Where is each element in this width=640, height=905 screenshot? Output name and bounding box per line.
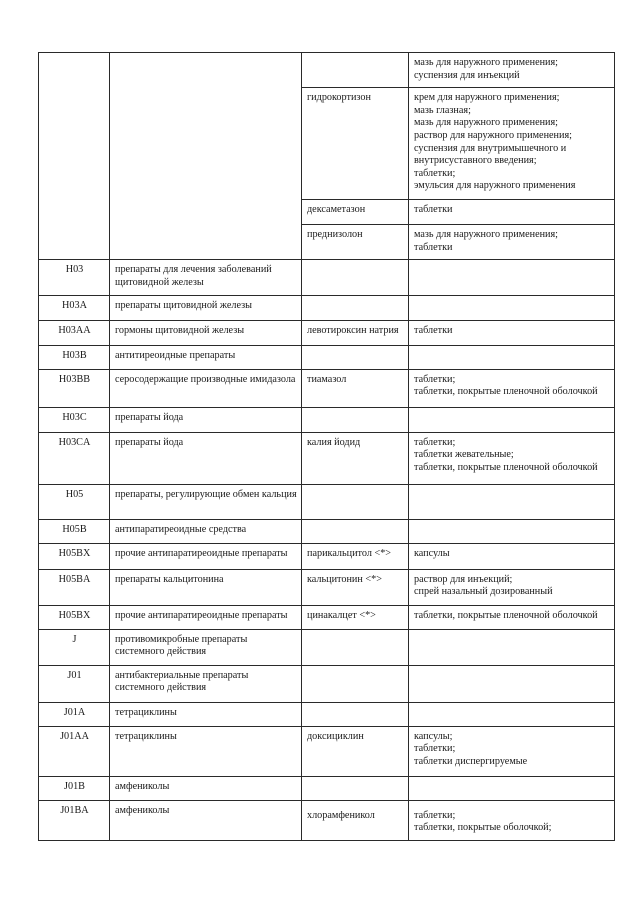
- form-line: крем для наружного применения;: [414, 92, 560, 104]
- drug-cell: [302, 295, 409, 320]
- form-line: капсулы: [414, 547, 450, 559]
- drug-cell: [302, 665, 409, 702]
- forms-cell: [409, 369, 615, 407]
- form-line: раствор для наружного применения;: [414, 129, 572, 141]
- drug-cell: доксициклин: [302, 726, 409, 776]
- table-row: [39, 407, 615, 432]
- code-cell: H05: [39, 484, 110, 519]
- forms-cell: [409, 519, 615, 543]
- table-row: [39, 629, 615, 665]
- code-cell: J01: [39, 665, 110, 702]
- group-cell: препараты для лечения заболеваний щитовидной железы: [110, 260, 302, 295]
- group-cell: препараты кальцитонина: [110, 569, 302, 605]
- forms-cell: [409, 260, 615, 295]
- form-line: таблетки: [414, 241, 453, 253]
- table-row: [39, 369, 615, 407]
- form-line: таблетки, покрытые пленочной оболочкой: [414, 461, 598, 473]
- form-line: эмульсия для наружного применения: [414, 180, 576, 192]
- group-cell: [110, 53, 302, 260]
- group-cell: прочие антипаратиреоидные препараты: [110, 605, 302, 629]
- code-cell: H03A: [39, 295, 110, 320]
- code-cell: H03: [39, 260, 110, 295]
- drug-cell: [302, 345, 409, 369]
- form-line: таблетки;: [414, 373, 456, 385]
- group-cell: гормоны щитовидной железы: [110, 320, 302, 345]
- drug-cell: [302, 53, 409, 88]
- form-line: таблетки;: [414, 743, 456, 755]
- form-line: таблетки, покрытые пленочной оболочкой: [414, 386, 598, 398]
- table-body: [39, 53, 615, 841]
- group-cell: препараты йода: [110, 407, 302, 432]
- form-line: внутрисуставного введения;: [414, 155, 537, 167]
- table-row: [39, 569, 615, 605]
- code-cell: H03C: [39, 407, 110, 432]
- group-cell: амфениколы: [110, 800, 302, 840]
- form-line: мазь для наружного применения;: [414, 229, 559, 241]
- code-cell: J: [39, 629, 110, 665]
- drug-cell: преднизолон: [302, 225, 409, 260]
- drug-cell: цинакалцет <*>: [302, 605, 409, 629]
- drug-cell: левотироксин натрия: [302, 320, 409, 345]
- table-row: [39, 484, 615, 519]
- drug-cell: хлорамфеникол: [302, 800, 409, 840]
- table-row: [39, 320, 615, 345]
- code-cell: H05BX: [39, 605, 110, 629]
- form-line: мазь для наружного применения;: [414, 57, 559, 68]
- table-row: [39, 295, 615, 320]
- group-cell: препараты йода: [110, 432, 302, 484]
- form-line: таблетки диспергируемые: [414, 755, 528, 767]
- table-row: [39, 800, 615, 840]
- forms-cell: [409, 726, 615, 776]
- forms-cell: [409, 295, 615, 320]
- code-cell: H03BB: [39, 369, 110, 407]
- form-line: таблетки жевательные;: [414, 449, 514, 461]
- drug-cell: [302, 484, 409, 519]
- group-cell: антитиреоидные препараты: [110, 345, 302, 369]
- form-line: мазь для наружного применения;: [414, 117, 559, 129]
- drug-cell: калия йодид: [302, 432, 409, 484]
- drug-cell: гидрокортизон: [302, 88, 409, 200]
- drug-cell: [302, 519, 409, 543]
- group-cell: прочие антипаратиреоидные препараты: [110, 543, 302, 569]
- forms-cell: [409, 432, 615, 484]
- code-cell: H03CA: [39, 432, 110, 484]
- form-line: спрей назальный дозированный: [414, 586, 553, 598]
- forms-cell: [409, 225, 615, 260]
- table-row: [39, 53, 615, 88]
- forms-cell: [409, 665, 615, 702]
- table-row: [39, 345, 615, 369]
- form-line: таблетки, покрытые пленочной оболочкой: [414, 609, 598, 621]
- code-cell: H05BA: [39, 569, 110, 605]
- code-cell: J01B: [39, 776, 110, 800]
- code-cell: [39, 53, 110, 260]
- table-row: [39, 543, 615, 569]
- code-cell: J01A: [39, 702, 110, 726]
- forms-cell: [409, 484, 615, 519]
- forms-cell: [409, 629, 615, 665]
- group-cell: препараты, регулирующие обмен кальция: [110, 484, 302, 519]
- drug-cell: дексаметазон: [302, 200, 409, 225]
- table-row: [39, 776, 615, 800]
- form-line: таблетки;: [414, 809, 456, 821]
- table-row: [39, 519, 615, 543]
- group-cell: тетрациклины: [110, 726, 302, 776]
- code-cell: J01AA: [39, 726, 110, 776]
- drug-cell: тиамазол: [302, 369, 409, 407]
- forms-cell: [409, 776, 615, 800]
- code-cell: J01BA: [39, 800, 110, 840]
- table-row: [39, 432, 615, 484]
- forms-cell: [409, 345, 615, 369]
- drug-cell: [302, 702, 409, 726]
- form-line: раствор для инъекций;: [414, 573, 513, 585]
- code-cell: H05BX: [39, 543, 110, 569]
- forms-cell: [409, 88, 615, 200]
- form-line: таблетки;: [414, 167, 456, 179]
- group-cell: антипаратиреоидные средства: [110, 519, 302, 543]
- forms-cell: [409, 605, 615, 629]
- form-line: капсулы;: [414, 730, 453, 742]
- code-cell: H03B: [39, 345, 110, 369]
- table-row: [39, 665, 615, 702]
- forms-cell: [409, 569, 615, 605]
- table-row: [39, 702, 615, 726]
- form-line: таблетки: [414, 324, 453, 336]
- forms-cell: [409, 320, 615, 345]
- drug-cell: парикальцитол <*>: [302, 543, 409, 569]
- group-cell: антибактериальные препараты системного действия: [110, 665, 302, 702]
- drug-cell: [302, 776, 409, 800]
- form-line: суспензия для инъекций: [414, 69, 520, 81]
- forms-cell: [409, 53, 615, 88]
- drug-cell: кальцитонин <*>: [302, 569, 409, 605]
- group-cell: серосодержащие производные имидазола: [110, 369, 302, 407]
- forms-cell: [409, 800, 615, 840]
- table-row: [39, 726, 615, 776]
- forms-cell: [409, 702, 615, 726]
- forms-cell: [409, 407, 615, 432]
- forms-cell: [409, 543, 615, 569]
- code-cell: H05B: [39, 519, 110, 543]
- table-row: [39, 260, 615, 295]
- forms-cell: [409, 200, 615, 225]
- form-line: мазь глазная;: [414, 104, 471, 116]
- form-line: суспензия для внутримышечного и: [414, 142, 567, 154]
- group-cell: тетрациклины: [110, 702, 302, 726]
- drug-cell: [302, 260, 409, 295]
- group-cell: амфениколы: [110, 776, 302, 800]
- drug-classification-table: [38, 52, 615, 841]
- table-row: [39, 605, 615, 629]
- group-cell: противомикробные препараты системного действия: [110, 629, 302, 665]
- form-line: таблетки;: [414, 436, 456, 448]
- drug-cell: [302, 407, 409, 432]
- form-line: таблетки, покрытые оболочкой;: [414, 822, 552, 834]
- group-cell: препараты щитовидной железы: [110, 295, 302, 320]
- form-line: таблетки: [414, 204, 453, 216]
- drug-cell: [302, 629, 409, 665]
- code-cell: H03AA: [39, 320, 110, 345]
